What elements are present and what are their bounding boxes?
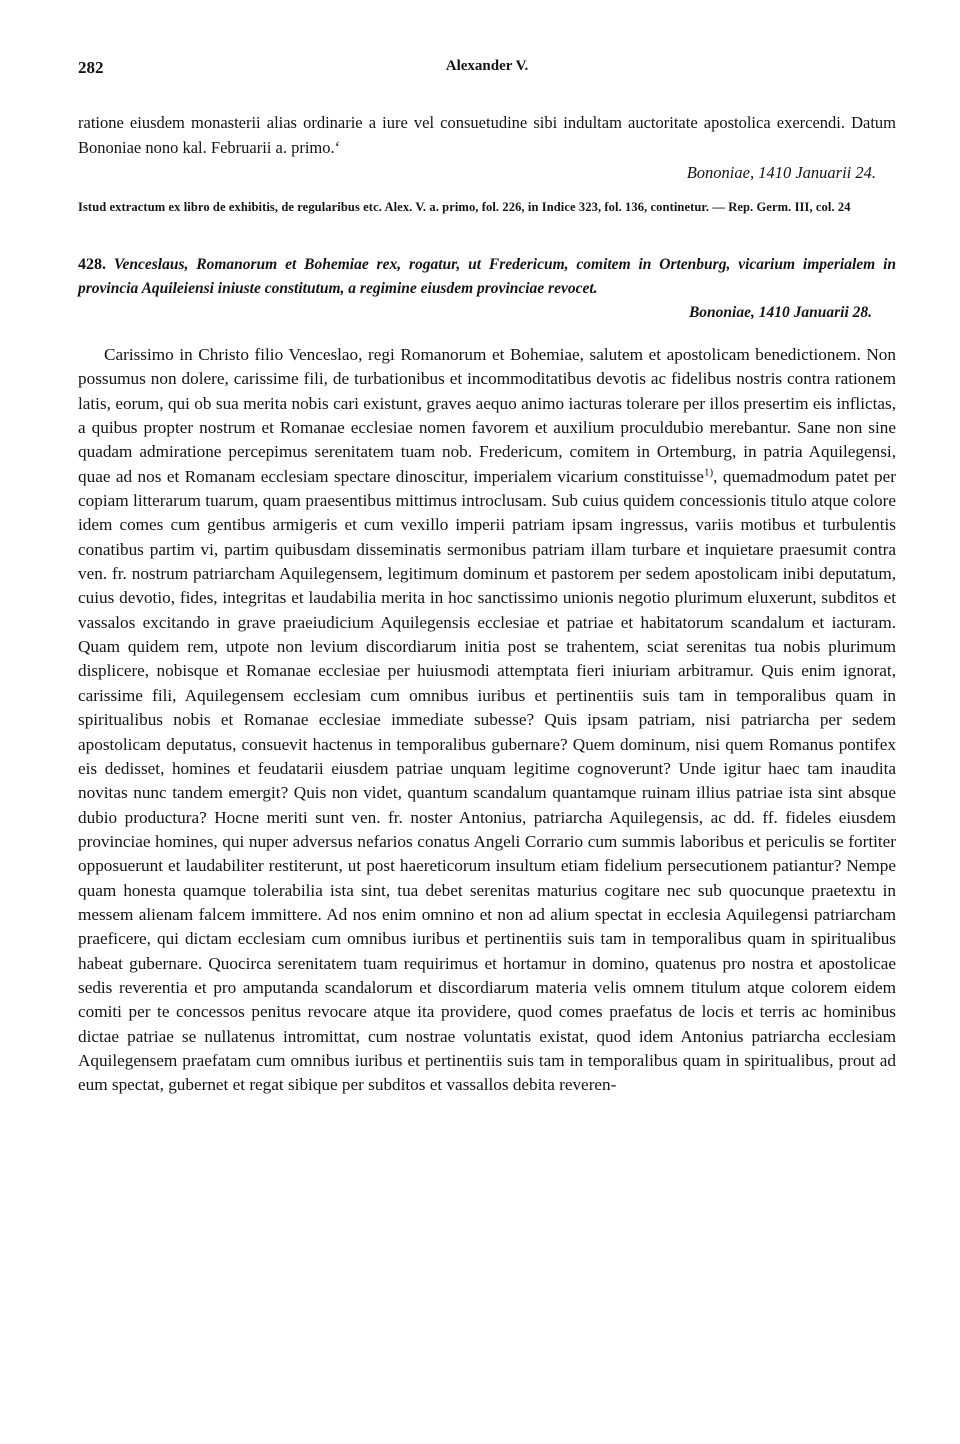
document-regest <box>78 253 896 301</box>
page-header <box>78 58 896 84</box>
body-text-part1: Carissimo in Christo filio Venceslao, regi Romanorum et Bohemiae, salutem et apostolicam benedictionem. Non possumus non dolere, carissime fili, de turbationibus et incommoditatibus devotis ac fidelibus nostris contra rationem latis, eorum, qui ob sua merita nobis cari existunt, graves aequo animo iacturas tolerare per illos presertim eis inflictas, a quibus propter nostrum et Romanae ecclesiae nomen favorem et auxilium proculdubio merebantur. Sane non sine quadam admiratione percepimus serenitatem tuam nob. Fredericum, comitem in Ortemburg, in patria Aquilegensi, quae ad nos et Romanam ecclesiam spectare dinoscitur, imperialem vicarium constituisse <box>78 345 896 486</box>
document-date: Bononiae, 1410 Januarii 28. <box>688 304 872 321</box>
document-number: 428. <box>78 256 106 273</box>
page-number: 282 <box>78 58 104 77</box>
running-head: Alexander V. <box>445 58 529 74</box>
footnote-reference: 1) <box>703 465 714 478</box>
continuation-text: ratione eiusdem monasterii alias ordinarie a iure vel consuetudine sibi indultam auctoritate apostolica exercendi. Datum Bononiae nono kal. Februarii a. primo.‘ <box>78 113 896 157</box>
continuation-date: Bononiae, 1410 Januarii 24. <box>686 163 876 182</box>
book-page <box>78 58 896 1098</box>
regest-text: Venceslaus, Romanorum et Bohemiae rex, rogatur, ut Fredericum, comitem in Ortenburg, vicarium imperialem in provincia Aquileiensi iniuste constitutum, a regimine eiusdem provinciae revocet. <box>78 256 897 297</box>
document-body <box>78 343 896 1098</box>
source-note: Istud extractum ex libro de exhibitis, de regularibus etc. Alex. V. a. primo, fol. 226, in Indice 323, fol. 136, continetur. — Rep. Germ. III, col. 24 <box>78 200 851 214</box>
body-text-part2: , quemadmodum patet per copiam litterarum tuarum, quam praesentibus mittimus introclusam. Sub cuius quidem concessionis titulo atque colore idem comes cum gentibus armigeris et cum vexillo imperii patriam ipsam ingressus, variis motibus et turbulentis conatibus partim vi, partim quibusdam disseminatis sermonibus patriam illam turbare et inquietare praesumit contra ven. fr. nostrum patriarcham Aquilegensem, legitimum dominum et pastorem per sedem apostolicam inibi deputatum, cuius devotio, fides, integritas et laudabilia merita in hoc sanctissimo unionis negotio plurimum eluxerunt, subditos et vassalos excitando in grave praeiudicium Aquilegensis ecclesiae et patriae et habitatorum scandalum et iacturam. Quam quidem rem, utpote non levium discordiarum initia post se trahentem, sciat serenitas tua nobis plurimum displicere, nobisque et Romanae ecclesiae per huiusmodi attemptata fieri iniuriam arbitramur. Quis enim ignorat, carissime fili, Aquilegensem ecclesiam cum omnibus iuribus et pertinentiis suis tam in temporalibus quam in spiritualibus nobis et Romanae ecclesiae immediate subesse? Quis ipsam patriam, nisi patriarcha per sedem apostolicam deputatus, consuevit hactenus in temporalibus gubernare? Quem dominum, nisi quem Romanus pontifex eis dedisset, homines et feudatarii eiusdem patriae unquam legitime cognoverunt? Unde igitur haec tam inaudita novitas nunc tandem emergit? Quis non videt, quantum scandalum quantamque ruinam illius patriae ista sint absque dubio productura? Hocne meriti sunt ven. fr. noster Antonius, patriarcha Aquilegensis, ac dd. ff. fideles eiusdem provinciae homines, qui nuper adversus nefarios conatus Angeli Corrario cum summis laboribus et periculis se fortiter opposuerunt et laudabiliter restiterunt, ut post haereticorum insultum etiam fidelium persecutionem patiantur? Nempe quam honesta quamque tolerabilia ista sint, tua debet serenitas maturius cogitare nec sub quocunque praetextu in messem alienam falcem immittere. Ad nos enim omnino et non ad alium spectat in ecclesia Aquilegensi patriarcham praeficere, qui dictam ecclesiam cum omnibus iuribus et pertinentiis suis tam in temporalibus quam in spiritualibus habeat gubernare. Quocirca serenitatem tuam requirimus et hortamur in domino, quatenus pro nostra et apostolicae sedis reverentia et pro amputanda scandalorum et discordiarum materia velis omnem titulum atque colorem eidem comiti per te concessos penitus revocare atque ita providere, quod comes praefatus de locis et terris ac hominibus dictae patriae se nullatenus intromittat, cum nostrae voluntatis existat, quod idem Antonius patriarcha ecclesiam Aquilegensem praefatam cum omnibus iuribus et pertinentiis suis tam in temporalibus quam in spiritualibus, prout ad eum spectat, gubernet et regat sibique per subditos et vassallos debita reveren- <box>78 466 896 1095</box>
